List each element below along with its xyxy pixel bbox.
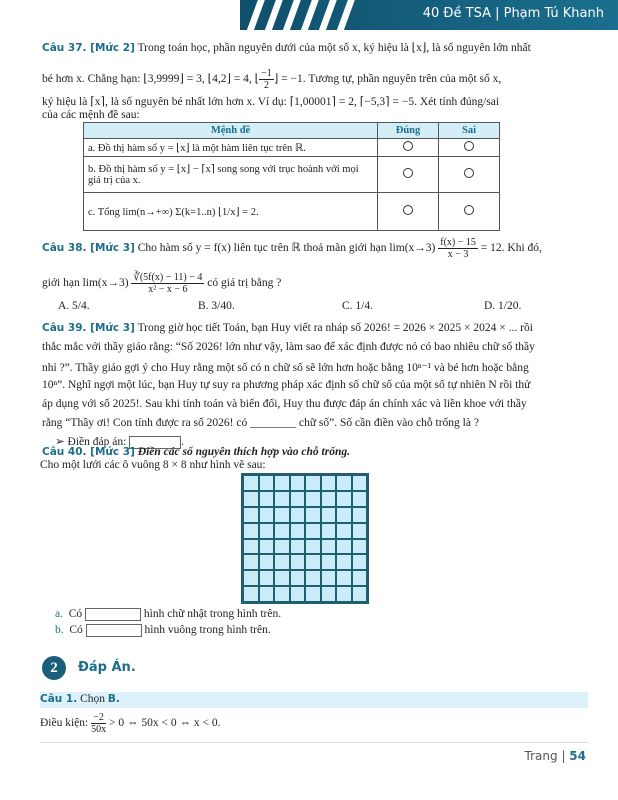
grid-cell [336,539,352,555]
grid-cell [274,491,290,507]
radio-c-true[interactable] [403,205,413,215]
grid-cell [243,554,259,570]
answer-header-bar [40,692,588,708]
q37-label: Câu 37. [Mức 2] [42,42,135,54]
q39-label: Câu 39. [Mức 3] [42,322,135,334]
grid-cell [290,475,306,491]
q39-line: rằng “Thầy ơi! Con tính được ra số 2026! có ________ chữ số”. Số cần điền vào chỗ trống là ? [42,417,479,429]
answer-label: ➢ Điền đáp án: [55,436,127,448]
grid-cell [274,507,290,523]
grid-cell [274,570,290,586]
q40a-input[interactable] [85,608,141,621]
grid-cell [274,554,290,570]
grid-cell [274,539,290,555]
grid-cell [274,523,290,539]
q39-line: thắc mắc với thầy giáo rằng: “Số 2026! lớn như vậy, làm sao để xác định được nó có bao nhiêu chữ số thầy [42,341,535,353]
grid-cell [305,523,321,539]
section-title: Đáp Án. [78,660,136,675]
ans1-fraction: $\frac{-2}{50x}$ [91,712,107,735]
grid-cell [321,507,337,523]
grid-cell [259,539,275,555]
q37-line4: của các mệnh đề sau: [42,109,140,121]
grid-cell [336,586,352,602]
document-page: 40 Đề TSA | Phạm Tú Khanh Câu 37. [Mức 2] Trong toán học, phần nguyên dưới của một số x, ký hiệu là ⌊x⌋, là số nguyên lớn nhất bé hơn x. Chẳng hạn: ⌊3,9999⌋ = 3, ⌊4,2⌋ = 4, ⌊ $\frac{-1}{2}$ ⌋ = −1. Tương tự, phần nguyên trên của một số x, ký hiệu là ⌈x⌉, là số nguyên bé nhất lớn hơn x. Ví dụ: ⌈1,00001⌉ = 2, ⌈−5,3⌉ = −5. Xét tính đúng/sai của các mệnh đề sau: Mệnh đề Đúng Sai a. Đồ thị hàm số y = ⌊x⌋ là một hàm liên tục trên ℝ. b. Đồ thị hàm số y = ⌊x⌋ − ⌈x⌉ song song với trục hoành với mọi giá trị của x. c. Tổng lim(n→+∞) Σ(k=1..n) ⌊1/x⌋ = 2. Câu 38. [Mức 3] Cho hàm số y = f(x) liên tục trên ℝ thoả mãn giới hạn lim(x→3) $\frac{f(x) - 15}{x - 3}$ = 12. Khi đó, giới hạn lim(x→3) $\frac{∛(5f(x) - 11) - 4}{\text{x² − x − 6}}$ có giá trị bằng ? A. 5/4. B. 3/40. C. 1/4. D. 1/20. Câu 39. [Mức 3] Trong giờ học tiết Toán, bạn Huy viết ra nháp số 2026! = 2026 × 2025 × 2024 × ... rồi thắc mắc với thầy giáo rằng: “Số 2026! lớn như vậy, làm sao để xác định được nó có bao nhiêu chữ số thầy nhỉ ?”. Thầy giáo gợi ý cho Huy rằng một số có n chữ số sẽ lớn hơn hoặc bằng 10ⁿ⁻¹ và bé hơn hoặc bằng 10ⁿ”. Nghĩ ngợi một lúc, bạn Huy tự suy ra phương pháp xác định số chữ số của một số tự nhiên N rồi thử áp dụng với số 2025!. Sau khi tính toán và biến đổi, Huy thu được đáp án chính xác và liền khoe với thầy rằng “Thầy ơi! Con tính được ra số 2026! có ________ chữ số”. Số cần điền vào chỗ trống là ? ➢ Điền đáp án: . Câu 40. [Mức 3] Điền các số nguyên thích hợp vào chỗ trống. Cho một lưới các ô vuông 8 × 8 như hình vẽ sau: a. Có hình chữ nhật trong hình trên. b. Có hình vuông trong hình trên. 2 Đáp Án. Câu 1. Chọn B. Điều kiện: $\frac{-2}{50x}$ > 0 ⇔ 50x < 0 ⇔ x < 0. Trang | 54 [0,0,618,800]
grid-cell [243,539,259,555]
header-banner [240,0,618,30]
radio-c-false[interactable] [464,205,474,215]
grid-cell [274,475,290,491]
grid-cell [243,491,259,507]
statement-a: a. Đồ thị hàm số y = ⌊x⌋ là một hàm liên tục trên ℝ. [84,139,378,157]
grid-cell [305,554,321,570]
q37-line1: Trong toán học, phần nguyên dưới của một số x, ký hiệu là ⌊x⌋, là số nguyên lớn nhất [137,42,531,54]
grid-cell [259,491,275,507]
grid-cell [336,570,352,586]
grid-cell [290,507,306,523]
grid-cell [352,554,368,570]
grid-cell [321,539,337,555]
option-c[interactable]: C. 1/4. [342,300,373,312]
section-number: 2 [42,656,66,680]
statement-c: c. Tổng lim(n→+∞) Σ(k=1..n) ⌊1/x⌋ = 2. [84,193,378,231]
grid-cell [243,507,259,523]
q37-line2b: ⌋ = −1. Tương tự, phần nguyên trên của một số x, [273,73,502,86]
q38-label: Câu 38. [Mức 3] [42,242,135,255]
radio-b-true[interactable] [403,168,413,178]
grid-cell [336,554,352,570]
radio-a-false[interactable] [464,141,474,151]
q37-line2a: bé hơn x. Chẳng hạn: ⌊3,9999⌋ = 3, ⌊4,2⌋ = 4, ⌊ [42,73,260,86]
grid-cell [243,523,259,539]
grid-cell [321,523,337,539]
grid-cell [305,586,321,602]
grid-cell [321,475,337,491]
grid-cell [305,475,321,491]
q38-fraction1: $\frac{f(x) - 15}{x - 3}$ [440,237,476,260]
grid-cell [290,523,306,539]
q37-line3: ký hiệu là ⌈x⌉, là số nguyên bé nhất lớn hơn x. Ví dụ: ⌈1,00001⌉ = 2, ⌈−5,3⌉ = −5. Xét tính đúng/sai [42,96,500,108]
grid-cell [290,539,306,555]
q40b-input[interactable] [86,624,142,637]
q37-fraction: $\frac{-1}{2}$ [261,68,272,91]
grid-cell [336,507,352,523]
grid-cell [259,570,275,586]
grid-cell [243,475,259,491]
q39-line: áp dụng với số 2025!. Sau khi tính toán và biến đổi, Huy thu được đáp án chính xác và liền khoe với thầy [42,398,527,410]
grid-cell [352,586,368,602]
grid-cell [259,586,275,602]
grid-cell [352,570,368,586]
grid-cell [352,491,368,507]
grid-cell [336,491,352,507]
grid-cell [305,570,321,586]
grid-cell [274,586,290,602]
grid-cell [336,523,352,539]
grid-cell [290,586,306,602]
grid-cell [290,554,306,570]
q39-line: nhỉ ?”. Thầy giáo gợi ý cho Huy rằng một số có n chữ số sẽ lớn hơn hoặc bằng 10ⁿ⁻¹ và bé hơn hoặc bằng [42,362,529,374]
option-b[interactable]: B. 3/40. [198,300,235,312]
divider [40,742,588,743]
grid-cell [259,475,275,491]
grid-cell [259,523,275,539]
grid-cell [243,570,259,586]
radio-a-true[interactable] [403,141,413,151]
ans1-label: Câu 1. [40,693,78,705]
q38-fraction2: $\frac{∛(5f(x) - 11) - 4}{\text{x² − x − 6}}$ [133,272,203,295]
grid-cell [352,523,368,539]
q39-line: 10ⁿ”. Nghĩ ngợi một lúc, bạn Huy tự suy ra phương pháp xác định số chữ số của một số tự nhiên N rồi thử [42,379,531,391]
grid-cell [336,475,352,491]
statement-b: b. Đồ thị hàm số y = ⌊x⌋ − ⌈x⌉ song song với trục hoành với mọi giá trị của x. [84,157,378,193]
grid-cell [259,507,275,523]
grid-cell [321,491,337,507]
grid-8x8 [241,473,369,604]
grid-cell [305,539,321,555]
q40-label: Câu 40. [Mức 3] [42,446,135,458]
page-number: 54 [569,749,586,763]
q40-line1: Cho một lưới các ô vuông 8 × 8 như hình vẽ sau: [40,459,266,471]
grid-cell [243,586,259,602]
grid-cell [290,570,306,586]
footer-label: Trang [524,749,558,763]
option-a[interactable]: A. 5/4. [58,300,90,312]
header-title: 40 Đề TSA | Phạm Tú Khanh [422,6,604,21]
radio-b-false[interactable] [464,168,474,178]
grid-cell [321,586,337,602]
grid-cell [290,491,306,507]
grid-cell [352,475,368,491]
grid-cell [352,539,368,555]
statements-table: Mệnh đề Đúng Sai a. Đồ thị hàm số y = ⌊x⌋ là một hàm liên tục trên ℝ. b. Đồ thị hàm số y = ⌊x⌋ − ⌈x⌉ song song với trục hoành với mọi giá trị của x. c. Tổng lim(n→+∞) Σ(k=1..n) ⌊1/x⌋ = 2. [83,122,500,231]
grid-cell [352,507,368,523]
option-d[interactable]: D. 1/20. [484,300,522,312]
grid-cell [305,507,321,523]
grid-cell [305,491,321,507]
grid-cell [259,554,275,570]
grid-cell [321,570,337,586]
grid-cell [321,554,337,570]
